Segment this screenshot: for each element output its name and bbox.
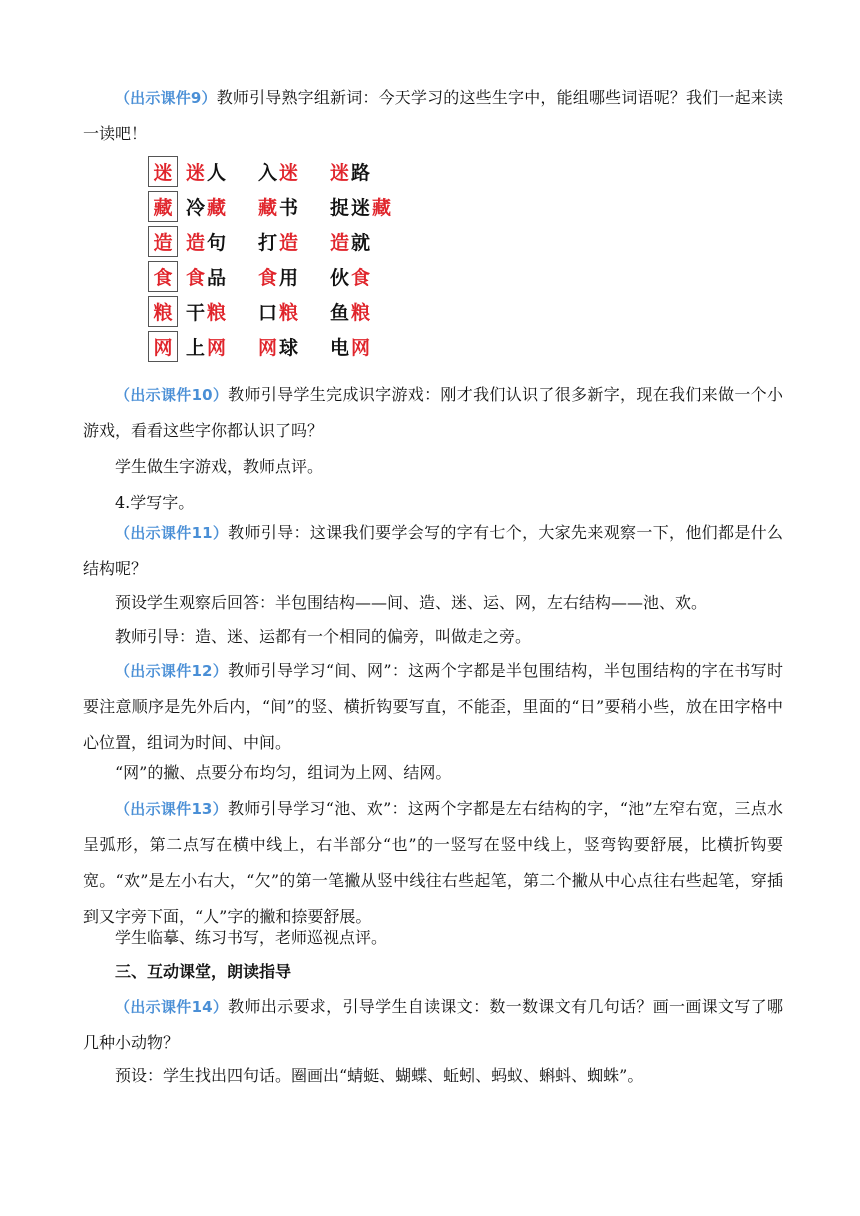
word-part: 用 <box>279 267 301 289</box>
section-heading: 三、互动课堂，朗读指导 <box>115 962 292 981</box>
paragraph-practice: 学生临摹、练习书写，老师巡视点评。 <box>115 928 388 947</box>
new-character-box: 粮 <box>148 296 178 327</box>
word-part: 路 <box>351 162 373 184</box>
word-part: 书 <box>279 197 301 219</box>
courseware-tag: （出示课件9） <box>115 89 217 107</box>
word-part: 造 <box>279 232 301 254</box>
paragraph-game: 学生做生字游戏，教师点评。 <box>115 457 324 476</box>
paragraph-text: 教师出示要求，引导学生自读课文：数一数课文有几句话？画一画课文写了哪几种小动物？ <box>83 997 783 1052</box>
word-part: 网 <box>258 337 280 359</box>
word-table-row <box>148 259 402 294</box>
paragraph-text: 教师引导学生完成识字游戏：刚才我们认识了很多新字，现在我们来做一个小游戏，看看这些字你都认识了吗？ <box>83 385 783 440</box>
compound-word <box>330 228 402 255</box>
paragraph-text: 教师引导学习“间、网”：这两个字都是半包围结构，半包围结构的字在书写时要注意顺序是先外后内，“间”的竖、横折钩要写直，不能歪，里面的“日”要稍小些，放在田字格中心位置，组词为时间、中间。 <box>83 661 783 752</box>
word-table <box>148 154 402 364</box>
word-part: 食 <box>186 267 208 289</box>
compound-word <box>186 193 258 220</box>
word-table-row <box>148 189 402 224</box>
paragraph-courseware-13 <box>83 791 783 935</box>
courseware-tag: （出示课件10） <box>115 386 229 404</box>
word-part: 造 <box>186 232 208 254</box>
compound-word <box>330 333 402 360</box>
word-part: 人 <box>207 162 229 184</box>
word-part: 迷 <box>279 162 301 184</box>
compound-word <box>258 263 330 290</box>
word-part: 上 <box>186 337 208 359</box>
word-part: 鱼 <box>330 302 352 324</box>
courseware-tag: （出示课件12） <box>115 662 229 680</box>
new-character-box: 食 <box>148 261 178 292</box>
courseware-tag: （出示课件14） <box>115 998 229 1016</box>
word-part: 干 <box>186 302 208 324</box>
compound-word <box>258 158 330 185</box>
word-part: 食 <box>351 267 373 289</box>
courseware-tag: （出示课件11） <box>115 524 229 542</box>
word-part: 藏 <box>207 197 229 219</box>
paragraph-radical: 教师引导：造、迷、运都有一个相同的偏旁，叫做走之旁。 <box>115 627 532 646</box>
word-part: 藏 <box>372 197 394 219</box>
compound-word <box>330 158 402 185</box>
word-part: 捉迷 <box>330 197 373 219</box>
word-part: 电 <box>330 337 352 359</box>
word-part: 品 <box>207 267 229 289</box>
word-table-row <box>148 329 402 364</box>
word-part: 就 <box>351 232 373 254</box>
word-table-row <box>148 294 402 329</box>
paragraph-courseware-9 <box>83 80 783 152</box>
compound-word <box>186 263 258 290</box>
compound-word <box>186 298 258 325</box>
paragraph-courseware-10 <box>83 377 783 449</box>
paragraph-courseware-12 <box>83 653 783 761</box>
new-character-box: 迷 <box>148 156 178 187</box>
word-part: 口 <box>258 302 280 324</box>
word-part: 网 <box>351 337 373 359</box>
paragraph-text: 教师引导学习“池、欢”：这两个字都是左右结构的字，“池”左窄右宽，三点水呈弧形，第二点写在横中线上，右半部分“也”的一竖写在竖中线上，竖弯钩要舒展，比横折钩要宽。“欢”是左小右大，“欠”的第一笔撇从竖中线往右些起笔，第二个撇从中心点往右些起笔，穿插到又字旁下面，“人”字的撇和捺要舒展。 <box>83 799 783 926</box>
compound-word <box>258 298 330 325</box>
word-part: 造 <box>330 232 352 254</box>
word-part: 冷 <box>186 197 208 219</box>
paragraph-structure-answer: 预设学生观察后回答：半包围结构——间、造、迷、运、网，左右结构——池、欢。 <box>115 593 708 612</box>
paragraph-preset: 预设：学生找出四句话。圈画出“蜻蜓、蝴蝶、蚯蚓、蚂蚁、蝌蚪、蜘蛛”。 <box>115 1066 644 1085</box>
word-part: 食 <box>258 267 280 289</box>
compound-word <box>330 298 402 325</box>
word-part: 句 <box>207 232 229 254</box>
section-learn-writing: 4.学写字。 <box>115 493 195 512</box>
compound-word <box>258 333 330 360</box>
new-character-box: 网 <box>148 331 178 362</box>
word-part: 粮 <box>279 302 301 324</box>
word-part: 网 <box>207 337 229 359</box>
word-part: 藏 <box>258 197 280 219</box>
word-part: 入 <box>258 162 280 184</box>
compound-word <box>330 263 402 290</box>
word-part: 迷 <box>330 162 352 184</box>
compound-word <box>258 193 330 220</box>
paragraph-text: 教师引导：这课我们要学会写的字有七个，大家先来观察一下，他们都是什么结构呢？ <box>83 523 783 578</box>
word-part: 球 <box>279 337 301 359</box>
word-table-row <box>148 154 402 189</box>
word-part: 粮 <box>207 302 229 324</box>
compound-word <box>258 228 330 255</box>
paragraph-courseware-14 <box>83 989 783 1061</box>
paragraph-text: 教师引导熟字组新词：今天学习的这些生字中，能组哪些词语呢？我们一起来读一读吧！ <box>83 88 783 143</box>
word-part: 伙 <box>330 267 352 289</box>
compound-word <box>330 193 402 220</box>
compound-word <box>186 333 258 360</box>
word-part: 打 <box>258 232 280 254</box>
paragraph-courseware-11 <box>83 515 783 587</box>
compound-word <box>186 158 258 185</box>
courseware-tag: （出示课件13） <box>115 800 228 818</box>
word-part: 粮 <box>351 302 373 324</box>
compound-word <box>186 228 258 255</box>
paragraph-wang: “网”的撇、点要分布均匀，组词为上网、结网。 <box>115 763 452 782</box>
word-part: 迷 <box>186 162 208 184</box>
word-table-row <box>148 224 402 259</box>
new-character-box: 造 <box>148 226 178 257</box>
new-character-box: 藏 <box>148 191 178 222</box>
